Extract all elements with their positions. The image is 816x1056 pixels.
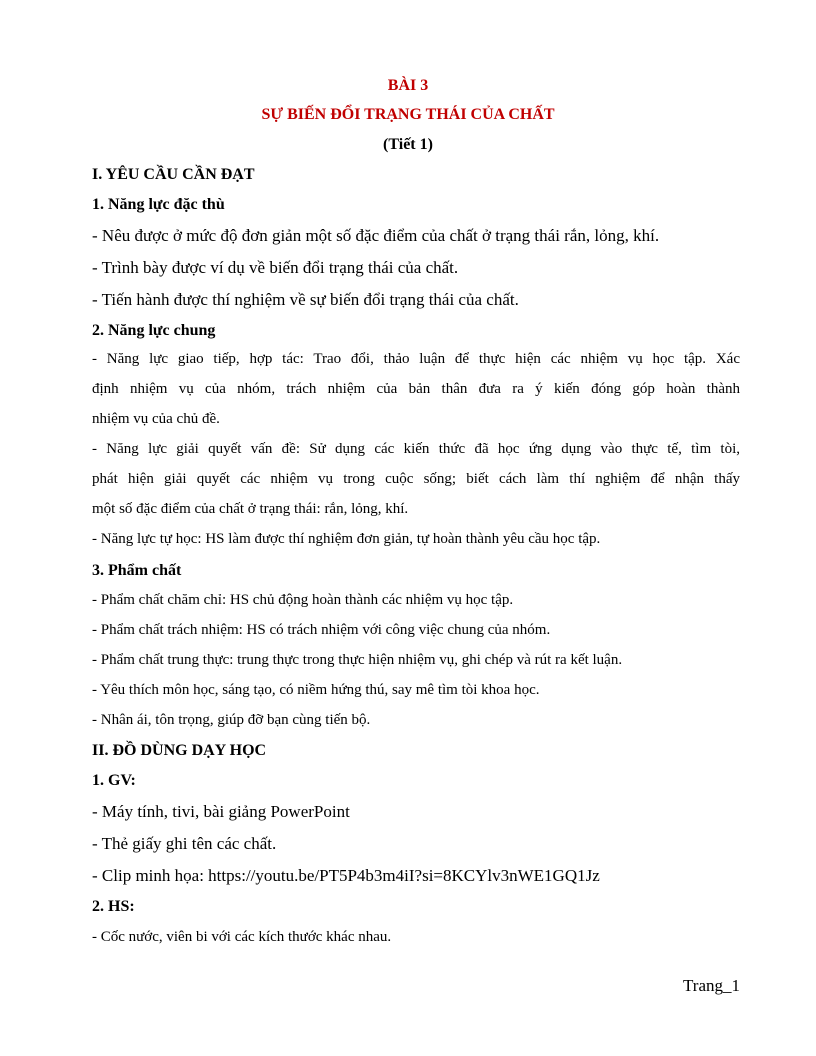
paragraph-line: định nhiệm vụ của nhóm, trách nhiệm của bản thân đưa ra ý kiến đóng góp hoàn thành bbox=[92, 381, 740, 397]
lesson-period: (Tiết 1) bbox=[383, 136, 433, 153]
paragraph-line: nhiệm vụ của chủ đề. bbox=[92, 411, 220, 427]
paragraph-line: - Năng lực giao tiếp, hợp tác: Trao đổi, thảo luận để thực hiện các nhiệm vụ học tập. Xác bbox=[92, 351, 740, 367]
quality-item: - Nhân ái, tôn trọng, giúp đỡ bạn cùng tiến bộ. bbox=[92, 712, 371, 728]
subsection-2-2-heading: 2. HS: bbox=[92, 898, 135, 915]
quality-item: - Phẩm chất trung thực: trung thực trong thực hiện nhiệm vụ, ghi chép và rút ra kết luận. bbox=[92, 652, 623, 668]
paragraph-line: một số đặc điểm của chất ở trạng thái: rắn, lỏng, khí. bbox=[92, 501, 409, 517]
student-material-item: - Cốc nước, viên bi với các kích thước khác nhau. bbox=[92, 929, 392, 945]
quality-item: - Phẩm chất trách nhiệm: HS có trách nhiệm với công việc chung của nhóm. bbox=[92, 622, 551, 638]
quality-item: - Phẩm chất chăm chỉ: HS chủ động hoàn thành các nhiệm vụ học tập. bbox=[92, 592, 514, 608]
lesson-title: SỰ BIẾN ĐỔI TRẠNG THÁI CỦA CHẤT bbox=[261, 106, 555, 123]
page-number: Trang_1 bbox=[683, 976, 740, 995]
paragraph-line: phát hiện giải quyết các nhiệm vụ trong cuộc sống; biết cách làm thí nghiệm để nhận thấy bbox=[92, 471, 740, 487]
subsection-1-2-heading: 2. Năng lực chung bbox=[92, 322, 216, 339]
quality-item: - Yêu thích môn học, sáng tạo, có niềm hứng thú, say mê tìm tòi khoa học. bbox=[92, 682, 540, 698]
paragraph-line: - Năng lực giải quyết vấn đề: Sử dụng các kiến thức đã học ứng dụng vào thực tế, tìm tòi, bbox=[92, 441, 740, 457]
competency-item: - Trình bày được ví dụ về biến đổi trạng thái của chất. bbox=[92, 258, 459, 277]
paragraph-line: - Năng lực tự học: HS làm được thí nghiệm đơn giản, tự hoàn thành yêu cầu học tập. bbox=[92, 531, 601, 547]
competency-item: - Nêu được ở mức độ đơn giản một số đặc điểm của chất ở trạng thái rắn, lỏng, khí. bbox=[92, 226, 660, 245]
subsection-1-3-heading: 3. Phẩm chất bbox=[92, 562, 182, 579]
section-1-heading: I. YÊU CẦU CẦN ĐẠT bbox=[92, 166, 255, 183]
clip-link[interactable]: - Clip minh họa: https://youtu.be/PT5P4b3m4iI?si=8KCYlv3nWE1GQ1Jz bbox=[92, 866, 600, 885]
subsection-2-1-heading: 1. GV: bbox=[92, 772, 136, 789]
teacher-material-item: - Máy tính, tivi, bài giảng PowerPoint bbox=[92, 802, 350, 821]
lesson-number: BÀI 3 bbox=[387, 77, 429, 94]
section-2-heading: II. ĐỒ DÙNG DẠY HỌC bbox=[92, 742, 267, 759]
subsection-1-1-heading: 1. Năng lực đặc thù bbox=[92, 196, 225, 213]
teacher-material-item: - Thẻ giấy ghi tên các chất. bbox=[92, 834, 277, 853]
competency-item: - Tiến hành được thí nghiệm về sự biến đổi trạng thái của chất. bbox=[92, 290, 519, 309]
